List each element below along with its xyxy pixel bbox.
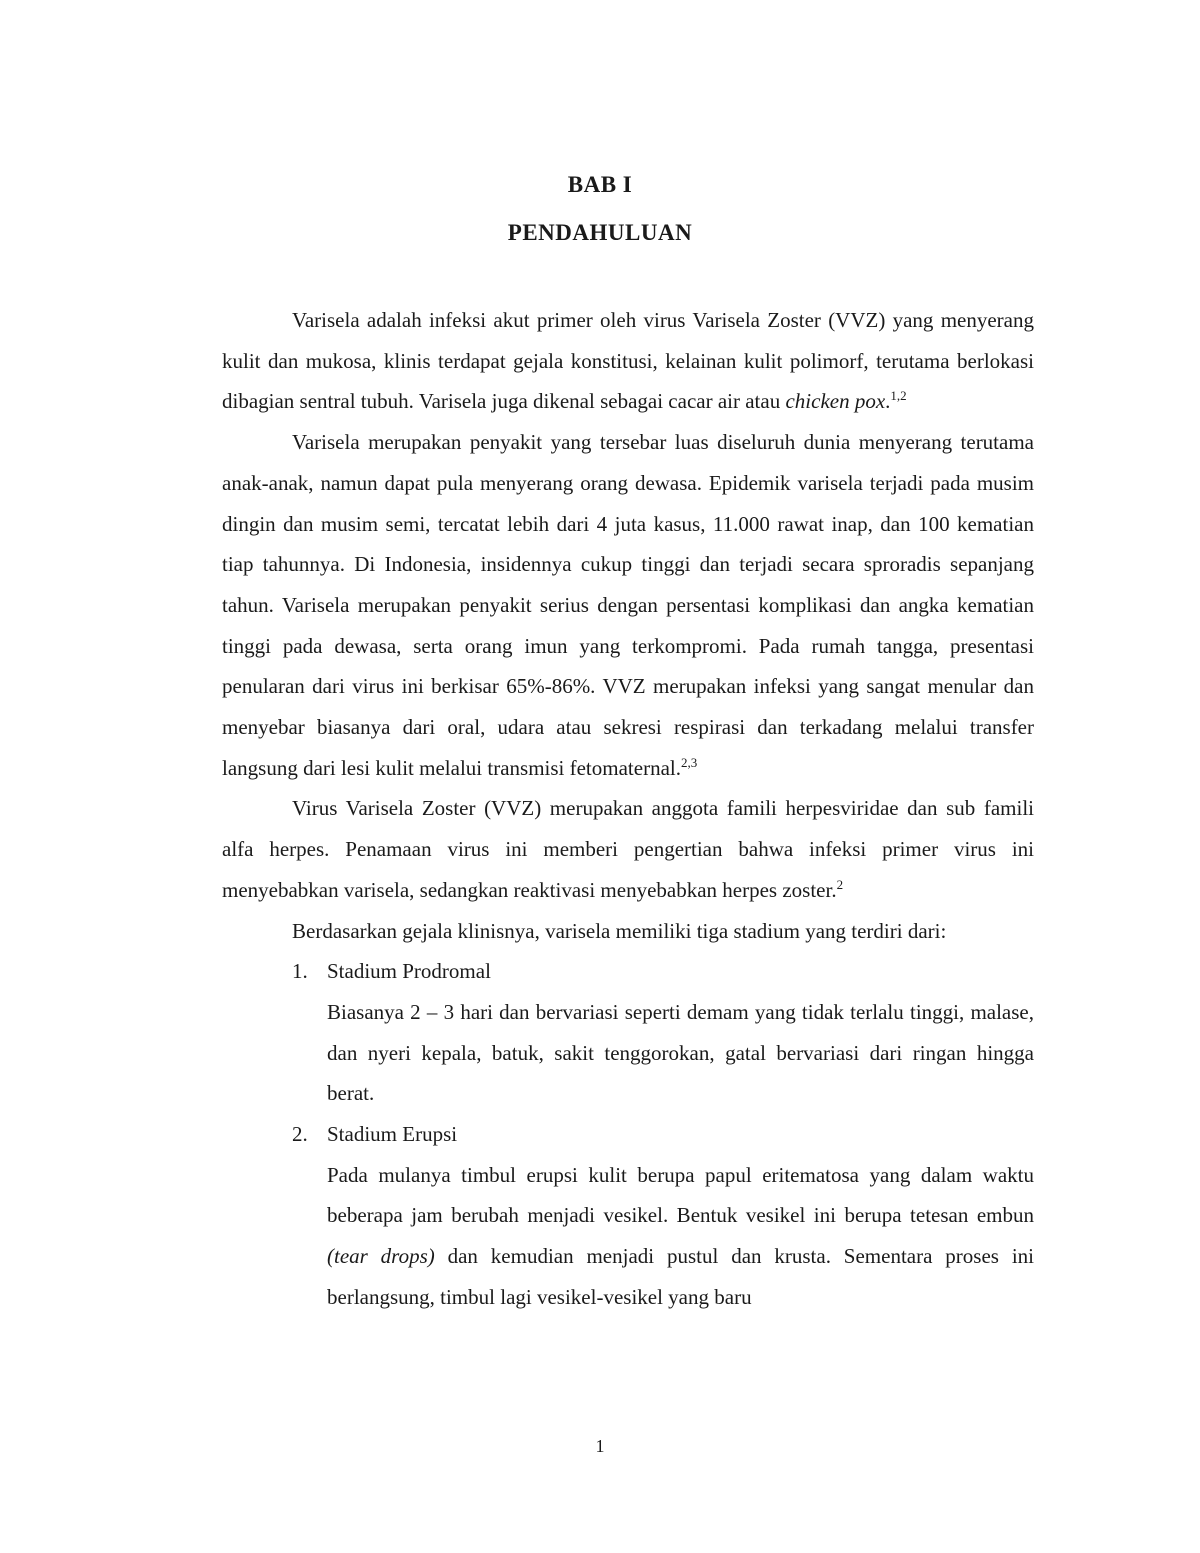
- citation-3: 2: [836, 876, 844, 892]
- list-item-body-post: dan kemudian menjadi pustul dan krusta. Sementara proses ini berlangsung, timbul lagi vesikel-vesikel yang baru: [327, 1244, 1034, 1309]
- list-item-body: [222, 1155, 1034, 1318]
- list-number: 1.: [292, 959, 308, 984]
- page-number: 1: [595, 1436, 605, 1456]
- citation-2: 2,3: [680, 754, 698, 770]
- paragraph-1: [222, 300, 1034, 422]
- chapter-label: BAB I: [567, 172, 633, 197]
- list-item-body: Biasanya 2 – 3 hari dan bervariasi seperti demam yang tidak terlalu tinggi, malase, dan nyeri kepala, batuk, sakit tenggorokan, gatal bervariasi dari ringan hingga berat.: [327, 999, 1034, 1106]
- list-item-prodromal: [222, 951, 1034, 992]
- list-number: 2.: [292, 1122, 308, 1147]
- paragraph-3: [222, 788, 1034, 910]
- paragraph-4: Berdasarkan gejala klinisnya, varisela memiliki tiga stadium yang terdiri dari:: [292, 918, 947, 943]
- paragraph-3-text: Virus Varisela Zoster (VVZ) merupakan anggota famili herpesviridae dan sub famili alfa herpes. Penamaan virus ini memberi pengertian bahwa infeksi primer virus ini menyebabkan varisela, sedangkan reaktivasi menyebabkan herpes zoster.: [222, 796, 1034, 902]
- citation-1: 1,2: [890, 388, 907, 404]
- paragraph-2: [222, 422, 1034, 788]
- paragraph-1-end: .: [885, 389, 891, 414]
- paragraph-1-italic: chicken pox: [785, 389, 886, 414]
- paragraph-2-text: Varisela merupakan penyakit yang tersebar luas diseluruh dunia menyerang terutama anak-anak, namun dapat pula menyerang orang dewasa. Epidemik varisela terjadi pada musim dingin dan musim semi, tercatat lebih dari 4 juta kasus, 11.000 rawat inap, dan 100 kematian tiap tahunnya. Di Indonesia, insidennya cukup tinggi dan terjadi secara sproradis sepanjang tahun. Varisela merupakan penyakit serius dengan persentasi komplikasi dan angka kematian tinggi pada dewasa, serta orang imun yang terkompromi. Pada rumah tangga, presentasi penularan dari virus ini berkisar 65%-86%. VVZ merupakan infeksi yang sangat menular dan menyebar biasanya dari oral, udara atau sekresi respirasi dan terkadang melalui transfer langsung dari lesi kulit melalui transmisi fetomaternal.: [222, 430, 1034, 780]
- chapter-title: PENDAHULUAN: [507, 220, 693, 245]
- paragraph-1-text: Varisela adalah infeksi akut primer oleh virus Varisela Zoster (VVZ) yang menyerang kulit dan mukosa, klinis terdapat gejala konstitusi, kelainan kulit polimorf, terutama berlokasi dibagian sentral tubuh. Varisela juga dikenal sebagai cacar air atau: [222, 308, 1034, 414]
- list-item-erupsi: [222, 1114, 1034, 1155]
- list-item-title: Stadium Prodromal: [327, 959, 491, 984]
- body-text: [222, 300, 1034, 1318]
- list-item-body-pre: Pada mulanya timbul erupsi kulit berupa papul eritematosa yang dalam waktu beberapa jam berubah menjadi vesikel. Bentuk vesikel ini berupa tetesan embun: [327, 1162, 1034, 1228]
- list-item-body-italic: (tear drops): [327, 1244, 435, 1269]
- list-item-title: Stadium Erupsi: [327, 1122, 458, 1147]
